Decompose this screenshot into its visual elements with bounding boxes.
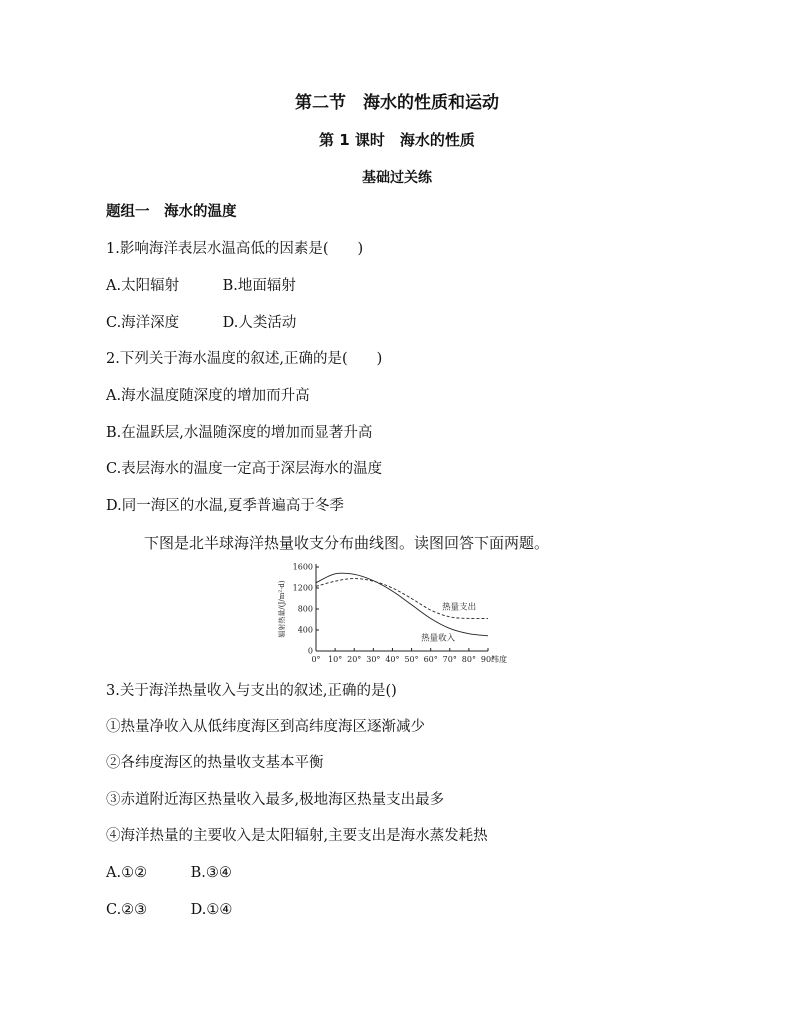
- x-tick-label: 60°: [423, 655, 438, 664]
- y-tick-label: 0: [307, 646, 313, 656]
- q2-option-b: B.在温跃层,水温随深度的增加而显著升高: [106, 425, 373, 441]
- x-axis-label: 纬度: [491, 655, 507, 664]
- q2-option-c: C.表层海水的温度一定高于深层海水的温度: [106, 461, 383, 477]
- q3-statement-2: ②各纬度海区的热量收支基本平衡: [106, 755, 324, 771]
- practice-heading: 基础过关练: [362, 170, 432, 186]
- q3-stem: 3.关于海洋热量收入与支出的叙述,正确的是(): [106, 683, 397, 699]
- x-tick-label: 90°: [480, 655, 496, 664]
- y-tick-label: 1200: [292, 583, 313, 593]
- q3-statement-4: ④海洋热量的主要收入是太阳辐射,主要支出是海水蒸发耗热: [106, 828, 488, 844]
- x-tick-label: 10°: [328, 655, 343, 664]
- x-tick-label: 20°: [347, 655, 362, 664]
- q3-options-cd: C.②③ D.①④: [106, 902, 233, 918]
- q2-option-d: D.同一海区的水温,夏季普遍高于冬季: [106, 498, 344, 514]
- y-tick-label: 400: [297, 625, 313, 635]
- expenditure-series-label: 热量支出: [442, 602, 477, 613]
- q3-statement-1: ①热量净收入从低纬度海区到高纬度海区逐渐减少: [106, 719, 425, 735]
- y-tick-label: 800: [297, 604, 313, 614]
- x-tick-label: 50°: [404, 655, 419, 664]
- y-axis-label: 辐射热量/(J/m²·d): [278, 580, 286, 638]
- x-tick-label: 30°: [366, 655, 381, 664]
- section-title: 第二节 海水的性质和运动: [295, 93, 499, 113]
- x-tick-label: 80°: [461, 655, 476, 664]
- income-series-label: 热量收入: [421, 633, 456, 644]
- x-tick-label: 70°: [442, 655, 457, 664]
- q2-option-a: A.海水温度随深度的增加而升高: [106, 388, 310, 404]
- q1-options-cd: C.海洋深度 D.人类活动: [106, 315, 297, 331]
- q3-options-ab: A.①② B.③④: [106, 865, 232, 881]
- q1-stem: 1.影响海洋表层水温高低的因素是( ): [106, 241, 364, 257]
- heat-budget-chart: [272, 560, 507, 672]
- group1-heading: 题组一 海水的温度: [106, 204, 237, 220]
- q3-statement-3: ③赤道附近海区热量收入最多,极地海区热量支出最多: [106, 792, 445, 808]
- q1-options-ab: A.太阳辐射 B.地面辐射: [106, 278, 296, 294]
- figure-intro: 下图是北半球海洋热量收支分布曲线图。读图回答下面两题。: [144, 534, 550, 552]
- expenditure-series-line: [316, 579, 488, 619]
- x-tick-label: 0°: [311, 655, 321, 664]
- lesson-title: 第 1 课时 海水的性质: [319, 131, 475, 149]
- y-tick-label: 1600: [292, 562, 313, 572]
- x-tick-label: 40°: [385, 655, 400, 664]
- q2-stem: 2.下列关于海水温度的叙述,正确的是( ): [106, 351, 383, 367]
